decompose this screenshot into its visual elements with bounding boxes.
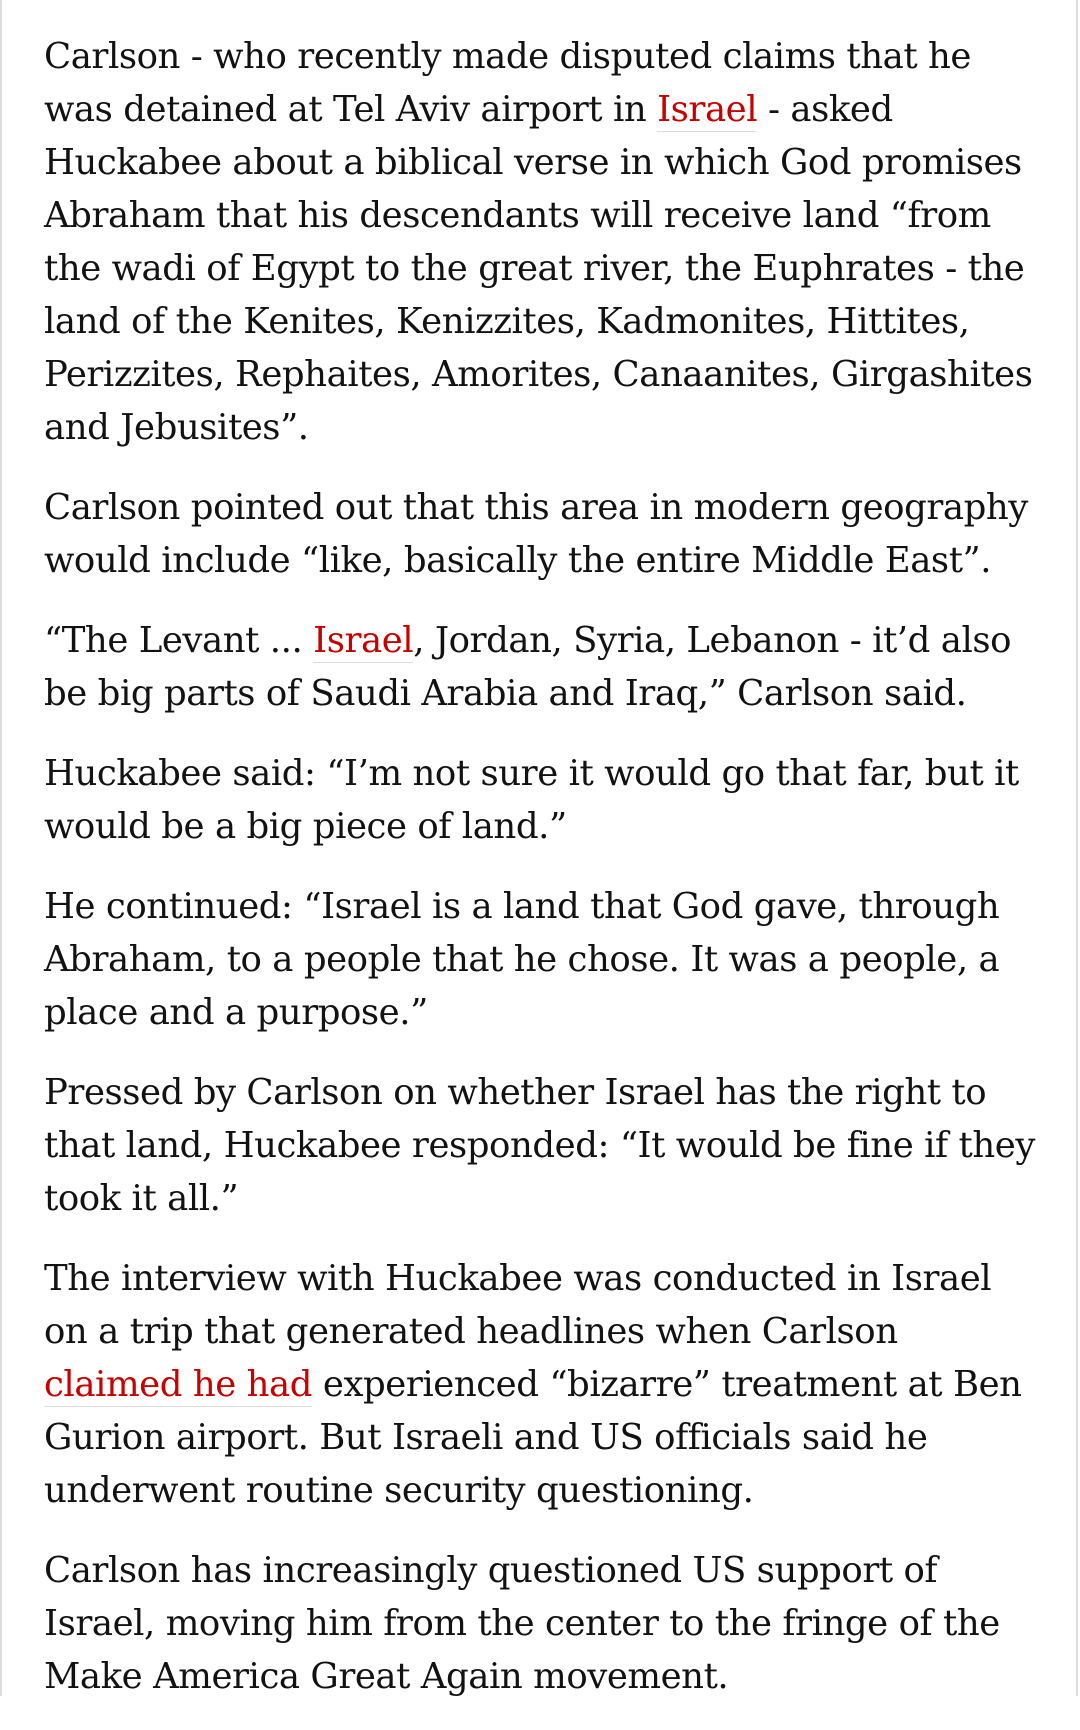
text-segment: Carlson pointed out that this area in modern geography would include “like, basically the entire Middle East”. bbox=[44, 487, 1028, 581]
text-segment: - asked Huckabee about a biblical verse in which God promises Abraham that his descendants will receive land “from the wadi of Egypt to the great river, the Euphrates - the land of the Kenites, Kenizzites, Kadmonites, Hittites, Perizzites, Rephaites, Amorites, Canaanites, Girgashites and Jebusites”. bbox=[44, 89, 1033, 448]
link-israel[interactable]: Israel bbox=[313, 620, 414, 661]
text-segment: experienced “bizarre” treatment at Ben Gurion airport. But Israeli and US officials said he underwent routine security questioning. bbox=[44, 1364, 1022, 1511]
text-segment: “The Levant ... bbox=[44, 620, 314, 661]
paragraph-8 bbox=[44, 1544, 1044, 1703]
text-segment: The interview with Huckabee was conducted in Israel on a trip that generated headlines when Carlson bbox=[44, 1258, 992, 1352]
text-segment: , Jordan, Syria, Lebanon - it’d also be big parts of Saudi Arabia and Iraq,” Carlson said. bbox=[44, 620, 1012, 714]
text-segment: Carlson has increasingly questioned US support of Israel, moving him from the center to the fringe of the Make America Great Again movement. bbox=[44, 1550, 1000, 1697]
text-segment: Pressed by Carlson on whether Israel has the right to that land, Huckabee responded: “It would be fine if they took it all.” bbox=[44, 1072, 1035, 1219]
paragraph-3 bbox=[44, 614, 1044, 720]
text-segment: He continued: “Israel is a land that God gave, through Abraham, to a people that he chose. It was a people, a place and a purpose.” bbox=[44, 886, 1000, 1033]
link-claimed-he-had[interactable]: claimed he had bbox=[44, 1364, 313, 1405]
text-segment: Carlson - who recently made disputed claims that he was detained at Tel Aviv airport in bbox=[44, 36, 971, 130]
paragraph-5 bbox=[44, 880, 1044, 1039]
paragraph-4 bbox=[44, 747, 1044, 853]
paragraph-7 bbox=[44, 1252, 1044, 1517]
paragraph-2 bbox=[44, 481, 1044, 587]
paragraph-6 bbox=[44, 1066, 1044, 1225]
text-segment: Huckabee said: “I’m not sure it would go that far, but it would be a big piece of land.” bbox=[44, 753, 1019, 847]
article-body bbox=[44, 30, 1044, 1730]
link-israel[interactable]: Israel bbox=[657, 89, 758, 130]
paragraph-1 bbox=[44, 30, 1044, 454]
